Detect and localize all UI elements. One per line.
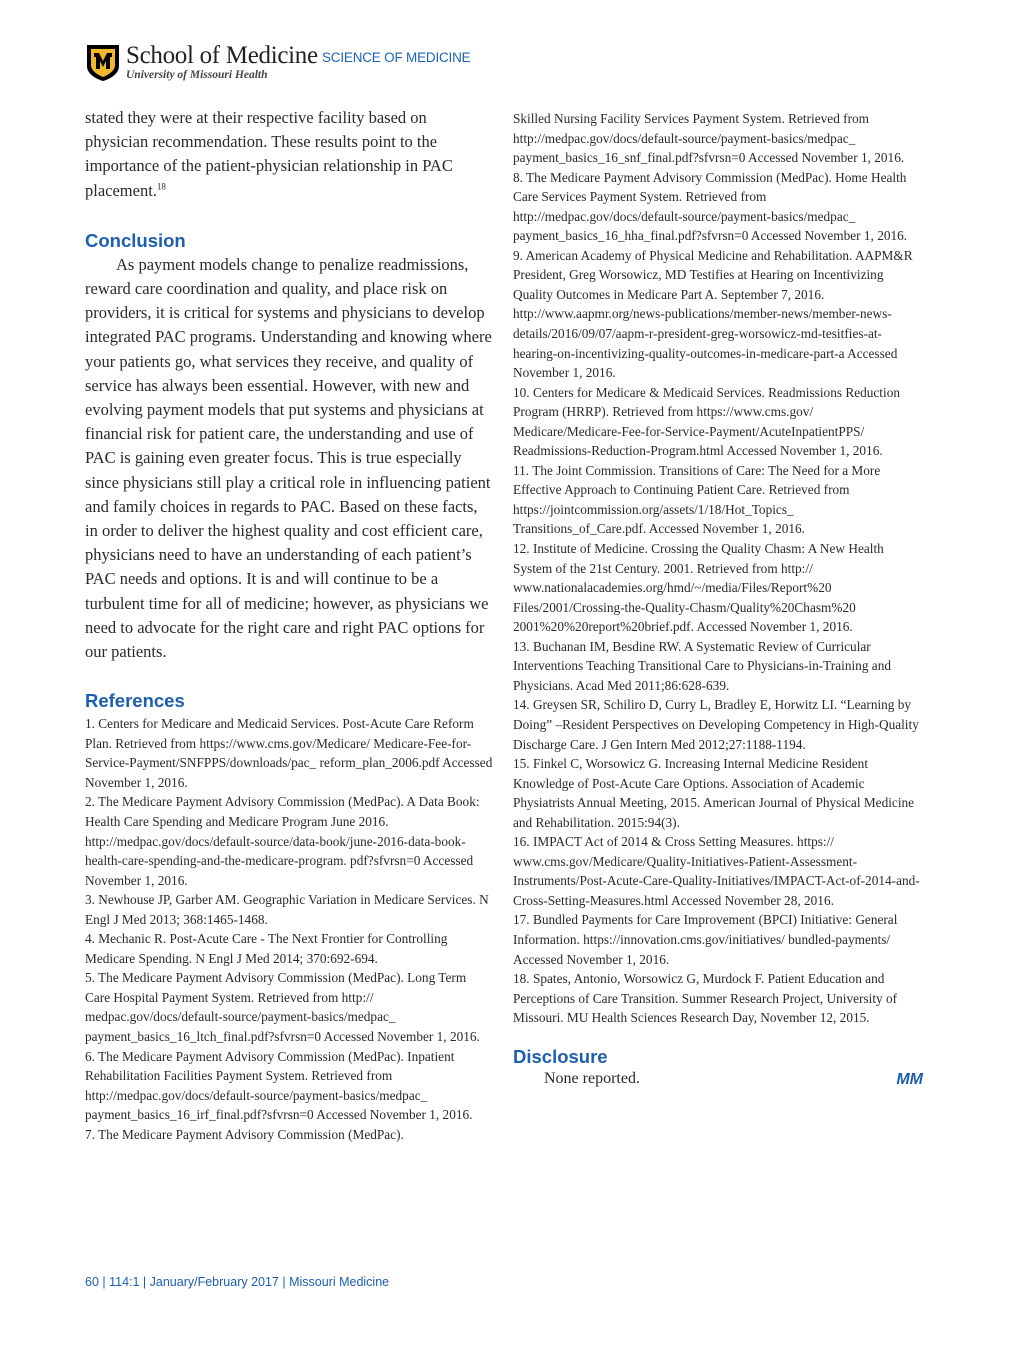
reference-item: 13. Buchanan IM, Besdine RW. A Systematic Review of Curricular Interventions Teaching Transitional Care to Physicians-in-Training and Physicians. Acad Med 2011;86:628-639. [513, 638, 891, 693]
reference-item: 6. The Medicare Payment Advisory Commission (MedPac). Inpatient Rehabilitation Facilities Payment System. Retrieved from http://medpac.gov/docs/default-source/payment-basics/medpac_ payment_basics_16_irf_final.pdf?sfvrsn=0 Accessed November 1, 2016. [85, 1048, 473, 1123]
reference-item: 18. Spates, Antonio, Worsowicz G, Murdock F. Patient Education and Perceptions of Care Transition. Summer Research Project, University of Missouri. MU Health Sciences Research Day, November 12, 2015. [513, 971, 898, 1026]
disclosure-heading: Disclosure [513, 1045, 608, 1067]
references-list-left [85, 714, 493, 1144]
reference-item: 11. The Joint Commission. Transitions of Care: The Need for a More Effective Approach to Continuing Patient Care. Retrieved from https://jointcommission.org/assets/1/18/Hot_Topics_ Transitions_of_Care.pdf. Accessed November 1, 2016. [513, 462, 881, 537]
reference-item: 16. IMPACT Act of 2014 & Cross Setting Measures. https:// www.cms.gov/Medicare/Quality-Initiatives-Patient-Assessment-Instruments/Post-Acute-Care-Quality-Initiatives/IMPACT-Act-of-2014-and-Cross-Setting-Measures.html Accessed November 28, 2016. [513, 834, 920, 908]
reference-item: 15. Finkel C, Worsowicz G. Increasing Internal Medicine Resident Knowledge of Post-Acute Care Options. Association of Academic Physiatrists Annual Meeting, 2015. American Journal of Physical Medicine and Rehabilitation. 2015:94(3). [513, 756, 915, 830]
reference-item: 10. Centers for Medicare & Medicaid Services. Readmissions Reduction Program (HRRP). Retrieved from https://www.cms.gov/ Medicare/Medicare-Fee-for-Service-Payment/AcuteInpatientPPS/ Readmissions-Reduction-Program.html Accessed November 1, 2016. [513, 384, 900, 459]
reference-item: 3. Newhouse JP, Garber AM. Geographic Variation in Medicare Services. N Engl J Med 2013; 368:1465-1468. [85, 892, 489, 927]
references-heading: References [85, 690, 185, 712]
reference-item: 9. American Academy of Physical Medicine and Rehabilitation. AAPM&R President, Greg Worsowicz, MD Testifies at Hearing on Incentivizing Quality Outcomes in Medicare Part A. September 7, 2016. http://www.aapmr.org/news-publications/member-news/member-news-details/2016/09/07/aapm-r-president-greg-worsowicz-md-tesitfies-at-hearing-on-incentivizing-quality-outcomes-in-medicare-part-a Accessed November 1, 2016. [513, 247, 913, 381]
brand-subtitle: University of Missouri Health [126, 69, 268, 81]
intro-paragraph [85, 106, 493, 203]
page-footer: 60 | 114:1 | January/February 2017 | Missouri Medicine [85, 1275, 390, 1289]
reference-item: 1. Centers for Medicare and Medicaid Services. Post-Acute Care Reform Plan. Retrieved from https://www.cms.gov/Medicare/ Medicare-Fee-for-Service-Payment/SNFPPS/downloads/pac_ reform_plan_2006.pdf Accessed November 1, 2016. [85, 716, 493, 790]
left-column [85, 106, 493, 1144]
section-tag: SCIENCE OF MEDICINE [322, 50, 471, 65]
disclosure-section [513, 1069, 923, 1089]
references-list-right [513, 109, 923, 1028]
end-mark: MM [896, 1070, 923, 1088]
conclusion-heading: Conclusion [85, 229, 186, 251]
citation-marker: 18 [156, 181, 166, 192]
disclosure-text: None reported. [544, 1069, 640, 1087]
right-column [513, 108, 923, 1089]
reference-item: 17. Bundled Payments for Care Improvement (BPCI) Initiative: General Information. https://innovation.cms.gov/initiatives/ bundled-payments/ Accessed November 1, 2016. [513, 912, 898, 967]
conclusion-paragraph: As payment models change to penalize readmissions, reward care coordination and quality, and place risk on providers, it is critical for systems and physicians to develop integrated PAC programs. Understanding and knowing where your patients go, what services they receive, and quality of service has always been essential. However, with new and evolving payment models that put systems and physicians at financial risk for patient care, the understanding and use of PAC is gaining even greater focus. This is true especially since physicians still play a critical role in influencing patient and family choices in regards to PAC. Based on these facts, in order to deliver the highest quality and cost efficient care, physicians need to have an understanding of each patient’s PAC needs and options. It is and will continue to be a turbulent time for all of medicine; however, as physicians we need to advocate for the right care and right PAC options for our patients. [85, 254, 492, 662]
reference-item: 14. Greysen SR, Schiliro D, Curry L, Bradley E, Horwitz LI. “Learning by Doing” –Resident Perspectives on Developing Competency in High-Quality Discharge Care. J Gen Intern Med 2012;27:1188-1194. [513, 697, 919, 752]
page-header [86, 42, 606, 82]
reference-item: 8. The Medicare Payment Advisory Commission (MedPac). Home Health Care Services Payment System. Retrieved from http://medpac.gov/docs/default-source/payment-basics/medpac_ payment_basics_16_hha_final.pdf?sfvrsn=0 Accessed November 1, 2016. [513, 169, 908, 244]
reference-item: Skilled Nursing Facility Services Payment System. Retrieved from http://medpac.gov/docs/default-source/payment-basics/medpac_ payment_basics_16_snf_final.pdf?sfvrsn=0 Accessed November 1, 2016. [513, 111, 905, 166]
reference-item: 5. The Medicare Payment Advisory Commission (MedPac). Long Term Care Hospital Payment System. Retrieved from http:// medpac.gov/docs/default-source/payment-basics/medpac_ payment_basics_16_ltch_final.pdf?sfvrsn=0 Accessed November 1, 2016. [85, 970, 480, 1045]
reference-item: 12. Institute of Medicine. Crossing the Quality Chasm: A New Health System of the 21st Century. 2001. Retrieved from http:// www.nationalacademies.org/hmd/~/media/Files/Report%20 Files/2001/Crossing-the-Quality-Chasm/Quality%20Chasm%20 2001%20%20report%20brief.pdf. Accessed November 1, 2016. [513, 541, 884, 635]
reference-item: 2. The Medicare Payment Advisory Commission (MedPac). A Data Book: Health Care Spending and Medicare Program June 2016. http://medpac.gov/docs/default-source/data-book/june-2016-data-book-health-care-spending-and-the-medicare-program. pdf?sfvrsn=0 Accessed November 1, 2016. [85, 794, 480, 888]
reference-item: 7. The Medicare Payment Advisory Commission (MedPac). [85, 1126, 404, 1142]
reference-item: 4. Mechanic R. Post-Acute Care - The Next Frontier for Controlling Medicare Spending. N Engl J Med 2014; 370:692-694. [85, 931, 448, 966]
intro-text: stated they were at their respective facility based on physician recommendation. These results point to the importance of the patient-physician relationship in PAC placement. [85, 108, 453, 200]
mizzou-logo-icon [86, 44, 120, 82]
brand-name: School of Medicine [126, 42, 318, 69]
